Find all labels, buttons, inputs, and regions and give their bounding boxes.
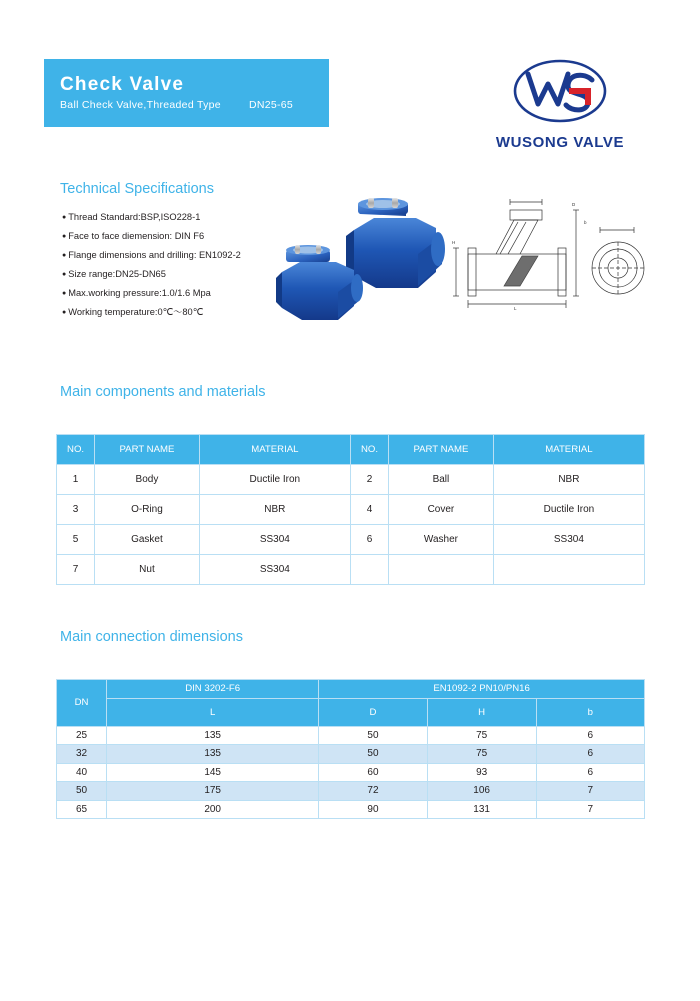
spec-text: Flange dimensions and drilling: EN1092-2 bbox=[68, 250, 241, 261]
cell: 93 bbox=[427, 763, 536, 782]
table-row bbox=[57, 525, 645, 555]
product-photo bbox=[268, 196, 448, 336]
list-item bbox=[62, 265, 292, 284]
cell: 145 bbox=[107, 763, 319, 782]
cell: 175 bbox=[107, 782, 319, 801]
svg-text:b: b bbox=[584, 220, 587, 225]
table-row bbox=[57, 800, 645, 819]
table-row bbox=[57, 763, 645, 782]
cell: SS304 bbox=[199, 525, 350, 555]
cell: 6 bbox=[536, 745, 645, 764]
col-header-dn: DN bbox=[57, 680, 107, 727]
spec-text: Max.working pressure:1.0/1.6 Mpa bbox=[68, 288, 211, 299]
cell: 2 bbox=[350, 465, 388, 495]
spec-text: Working temperature:0℃～80℃ bbox=[68, 307, 204, 318]
col-header-material: MATERIAL bbox=[199, 435, 350, 465]
cell: Ductile Iron bbox=[199, 465, 350, 495]
tech-spec-list bbox=[62, 208, 292, 323]
technical-drawing bbox=[452, 196, 650, 326]
ball-check-valve-image bbox=[268, 196, 448, 336]
cell: 6 bbox=[536, 763, 645, 782]
table-row bbox=[57, 782, 645, 801]
col-group-en: EN1092-2 PN10/PN16 bbox=[319, 680, 645, 699]
bullet-icon: ● bbox=[62, 213, 67, 221]
cell: 72 bbox=[319, 782, 428, 801]
cell: 90 bbox=[319, 800, 428, 819]
table-header-row bbox=[57, 680, 645, 699]
cell: 40 bbox=[57, 763, 107, 782]
cell: 135 bbox=[107, 745, 319, 764]
table-row bbox=[57, 745, 645, 764]
cell: 25 bbox=[57, 726, 107, 745]
cell: 4 bbox=[350, 495, 388, 525]
bullet-icon: ● bbox=[62, 289, 67, 297]
table-subheader-row bbox=[57, 698, 645, 726]
cell: SS304 bbox=[199, 555, 350, 585]
cell: NBR bbox=[493, 465, 644, 495]
logo-mark-icon bbox=[512, 58, 608, 124]
components-table bbox=[56, 434, 645, 585]
col-header-part: PART NAME bbox=[95, 435, 200, 465]
svg-text:L: L bbox=[514, 306, 517, 311]
cell: NBR bbox=[199, 495, 350, 525]
col-group-din: DIN 3202-F6 bbox=[107, 680, 319, 699]
subtitle-text: Ball Check Valve,Threaded Type bbox=[60, 99, 221, 111]
list-item bbox=[62, 303, 292, 322]
cell: Ductile Iron bbox=[493, 495, 644, 525]
cell: Cover bbox=[389, 495, 494, 525]
cell: Body bbox=[95, 465, 200, 495]
cell bbox=[350, 555, 388, 585]
bullet-icon: ● bbox=[62, 270, 67, 278]
cell: 131 bbox=[427, 800, 536, 819]
cell: 60 bbox=[319, 763, 428, 782]
cell: 32 bbox=[57, 745, 107, 764]
cell: 7 bbox=[57, 555, 95, 585]
ws-monogram-icon bbox=[512, 58, 608, 124]
cell: 50 bbox=[319, 726, 428, 745]
col-header-h: H bbox=[427, 698, 536, 726]
cell: 135 bbox=[107, 726, 319, 745]
cell: 200 bbox=[107, 800, 319, 819]
cell: Nut bbox=[95, 555, 200, 585]
cell: 75 bbox=[427, 745, 536, 764]
spec-text: Thread Standard:BSP,ISO228-1 bbox=[68, 212, 201, 222]
cell: 50 bbox=[57, 782, 107, 801]
bullet-icon: ● bbox=[62, 308, 67, 316]
dimensions-table bbox=[56, 679, 645, 819]
brand-name: WUSONG VALVE bbox=[495, 134, 625, 151]
cell: 50 bbox=[319, 745, 428, 764]
bullet-icon: ● bbox=[62, 251, 67, 259]
col-header-b: b bbox=[536, 698, 645, 726]
cell: 7 bbox=[536, 800, 645, 819]
cell: 6 bbox=[536, 726, 645, 745]
bullet-icon: ● bbox=[62, 232, 67, 240]
col-header-part-2: PART NAME bbox=[389, 435, 494, 465]
cell: Ball bbox=[389, 465, 494, 495]
table-row bbox=[57, 555, 645, 585]
tech-spec-heading: Technical Specifications bbox=[60, 181, 214, 197]
cell: 1 bbox=[57, 465, 95, 495]
cell: 6 bbox=[350, 525, 388, 555]
table-row bbox=[57, 495, 645, 525]
table-row bbox=[57, 726, 645, 745]
svg-text:D: D bbox=[572, 202, 576, 207]
table-row bbox=[57, 465, 645, 495]
col-header-l: L bbox=[107, 698, 319, 726]
cell: 106 bbox=[427, 782, 536, 801]
cell: O-Ring bbox=[95, 495, 200, 525]
dimensions-heading: Main connection dimensions bbox=[60, 629, 243, 645]
components-heading: Main components and materials bbox=[60, 384, 266, 400]
list-item bbox=[62, 208, 292, 227]
col-header-no: NO. bbox=[57, 435, 95, 465]
cell: 65 bbox=[57, 800, 107, 819]
page-title: Check Valve bbox=[60, 74, 185, 95]
cell bbox=[389, 555, 494, 585]
col-header-material-2: MATERIAL bbox=[493, 435, 644, 465]
list-item bbox=[62, 227, 292, 246]
col-header-d: D bbox=[319, 698, 428, 726]
svg-text:H: H bbox=[452, 240, 456, 245]
cell bbox=[493, 555, 644, 585]
size-range: DN25-65 bbox=[248, 99, 294, 111]
cell: 5 bbox=[57, 525, 95, 555]
dimension-drawing-icon bbox=[452, 196, 650, 326]
cell: 7 bbox=[536, 782, 645, 801]
col-header-no-2: NO. bbox=[350, 435, 388, 465]
cell: Washer bbox=[389, 525, 494, 555]
table-header-row bbox=[57, 435, 645, 465]
list-item bbox=[62, 246, 292, 265]
company-logo bbox=[470, 58, 650, 168]
spec-text: Face to face diemension: DIN F6 bbox=[68, 231, 205, 242]
spec-text: Size range:DN25-DN65 bbox=[68, 269, 166, 280]
cell: 3 bbox=[57, 495, 95, 525]
cell: Gasket bbox=[95, 525, 200, 555]
cell: 75 bbox=[427, 726, 536, 745]
list-item bbox=[62, 284, 292, 303]
page-subtitle bbox=[60, 99, 293, 111]
cell: SS304 bbox=[493, 525, 644, 555]
